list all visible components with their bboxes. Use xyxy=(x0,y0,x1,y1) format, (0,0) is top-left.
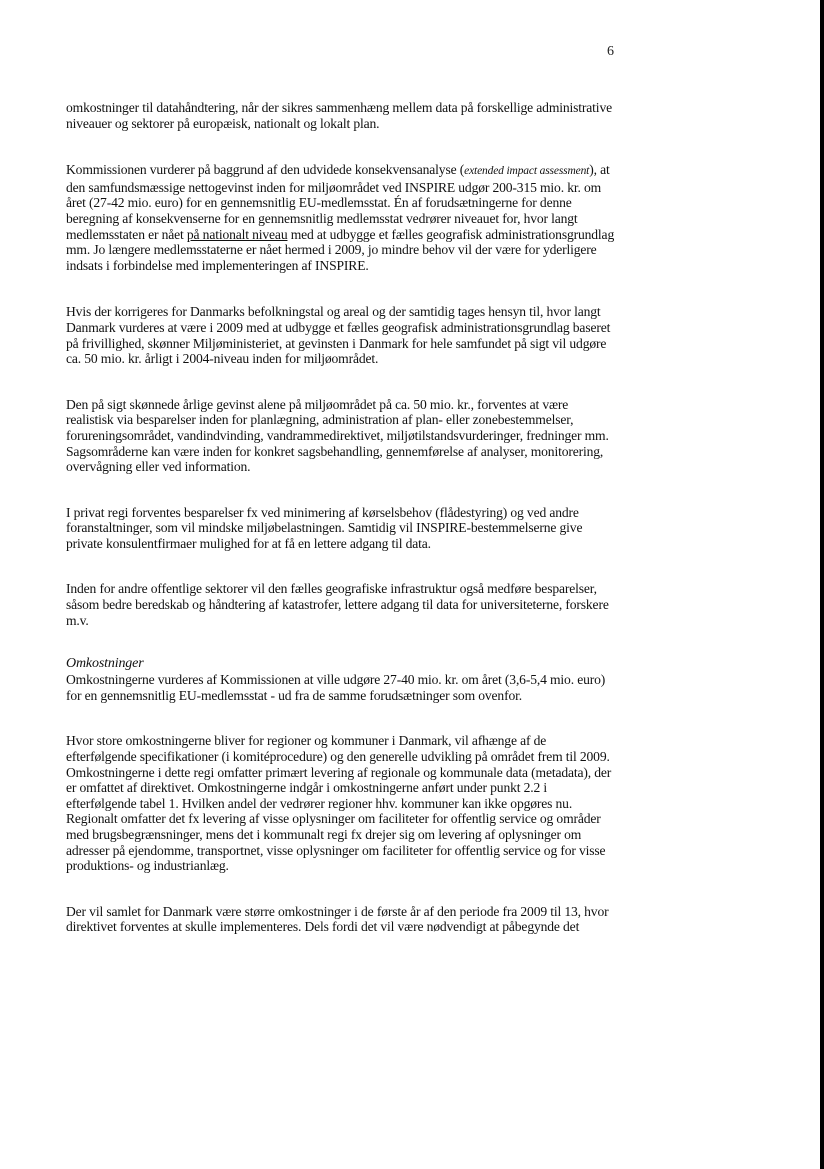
paragraph-7: Omkostningerne vurderes af Kommissionen at ville udgøre 27-40 mio. kr. om året (3,6-5,4 mio. euro) for en gennemsnitlig EU-medlemsstat - ud fra de samme forudsætninger som ovenfor. xyxy=(66,672,606,703)
section-heading: Omkostninger xyxy=(66,656,144,672)
paragraph-2-part-c: med at udbygge et fælles geografisk administrationsgrundlag mm. Jo længere medlemsstaterne er nået hermed i 2009, jo mindre behov vil der være for yderligere indsats i forbindelse med implementeringen af INSPIRE. xyxy=(66,226,615,273)
paragraph-9: Der vil samlet for Danmark være større omkostninger i de første år af den periode fra 2009 til 13, hvor direktivet forventes at skulle implementeres. Dels fordi det vil være nødvendigt at påbegynde det xyxy=(66,903,609,935)
page-number: 6 xyxy=(607,44,614,59)
paragraph-2-part-a: Kommissionen vurderer på baggrund af den udvidede konsekvensanalyse ( xyxy=(66,162,465,178)
paragraph-1: omkostninger til datahåndtering, når der sikres sammenhæng mellem data på forskellige administrative niveauer og sektorer på europæisk, nationalt og lokalt plan. xyxy=(66,100,612,131)
underlined-phrase: på nationalt niveau xyxy=(186,226,288,242)
paragraph-2 xyxy=(66,162,618,273)
paragraph-6: Inden for andre offentlige sektorer vil den fælles geografiske infrastruktur også medføre besparelser, såsom bedre beredskab og håndtering af katastrofer, lettere adgang til data for universiteterne, forskere m.v. xyxy=(66,581,609,628)
paragraph-4: Den på sigt skønnede årlige gevinst alene på miljøområdet på ca. 50 mio. kr., forventes at være realistisk via besparelser inden for planlægning, administration af plan- eller zonebestemmelser, forureningsområdet, vandindvinding, vandrammedirektivet, miljøtilstandsvurderinger, fredninger mm. Sagsområderne kan være inden for konkret sagsbehandling, gennemførelse af analyser, monitorering, overvågning eller ved information. xyxy=(66,396,609,475)
paragraph-5: I privat regi forventes besparelser fx ved minimering af kørselsbehov (flådestyring) og ved andre foranstaltninger, som vil mindske miljøbelastningen. Samtidig vil INSPIRE-bestemmelserne give private konsulentfirmaer mulighed for at få en lettere adgang til data. xyxy=(66,504,583,551)
page-edge xyxy=(820,0,824,1169)
extended-impact-assessment-term: extended impact assessment xyxy=(464,165,590,178)
paragraph-2-part-b: ), at den samfundsmæssige nettogevinst inden for miljøområdet ved INSPIRE udgør 200-315 mio. kr. om året (27-42 mio. euro) for en gennemsnitlig EU-medlemsstat. Én af forudsætningerne for denne beregning af konsekvenserne for en gennemsnitlig medlemsstat vedrører niveauet for, hvor langt medlemsstaten er nået xyxy=(66,162,610,242)
paragraph-8: Hvor store omkostningerne bliver for regioner og kommuner i Danmark, vil afhænge af de efterfølgende specifikationer (i komitéprocedure) og den generelle udvikling på området frem til 2009. Omkostningerne i dette regi omfatter primært levering af regionale og kommunale data (metadata), der er omfattet af direktivet. Omkostningerne indgår i omkostningerne anført under punkt 2.2 i efterfølgende tabel 1. Hvilken andel der vedrører regioner hhv. kommuner kan ikke opgøres nu. Regionalt omfatter det fx levering af visse oplysninger om faciliteter for offentlig service og områder med brugsbegrænsninger, mens det i kommunalt regi fx drejer sig om levering af oplysninger om adresser på ejendomme, transportnet, visse oplysninger om faciliteter for offentlig service og for visse produktions- og industrianlæg. xyxy=(66,733,612,874)
paragraph-3: Hvis der korrigeres for Danmarks befolkningstal og areal og der samtidig tages hensyn til, hvor langt Danmark vurderes at være i 2009 med at udbygge et fælles geografisk administrationsgrundlag baseret på frivillighed, skønner Miljøministeriet, at gevinsten i Danmark for hele samfundet på sigt vil udgøre ca. 50 mio. kr. årligt i 2004-niveau inden for miljøområdet. xyxy=(66,304,611,367)
document-body xyxy=(66,100,618,935)
